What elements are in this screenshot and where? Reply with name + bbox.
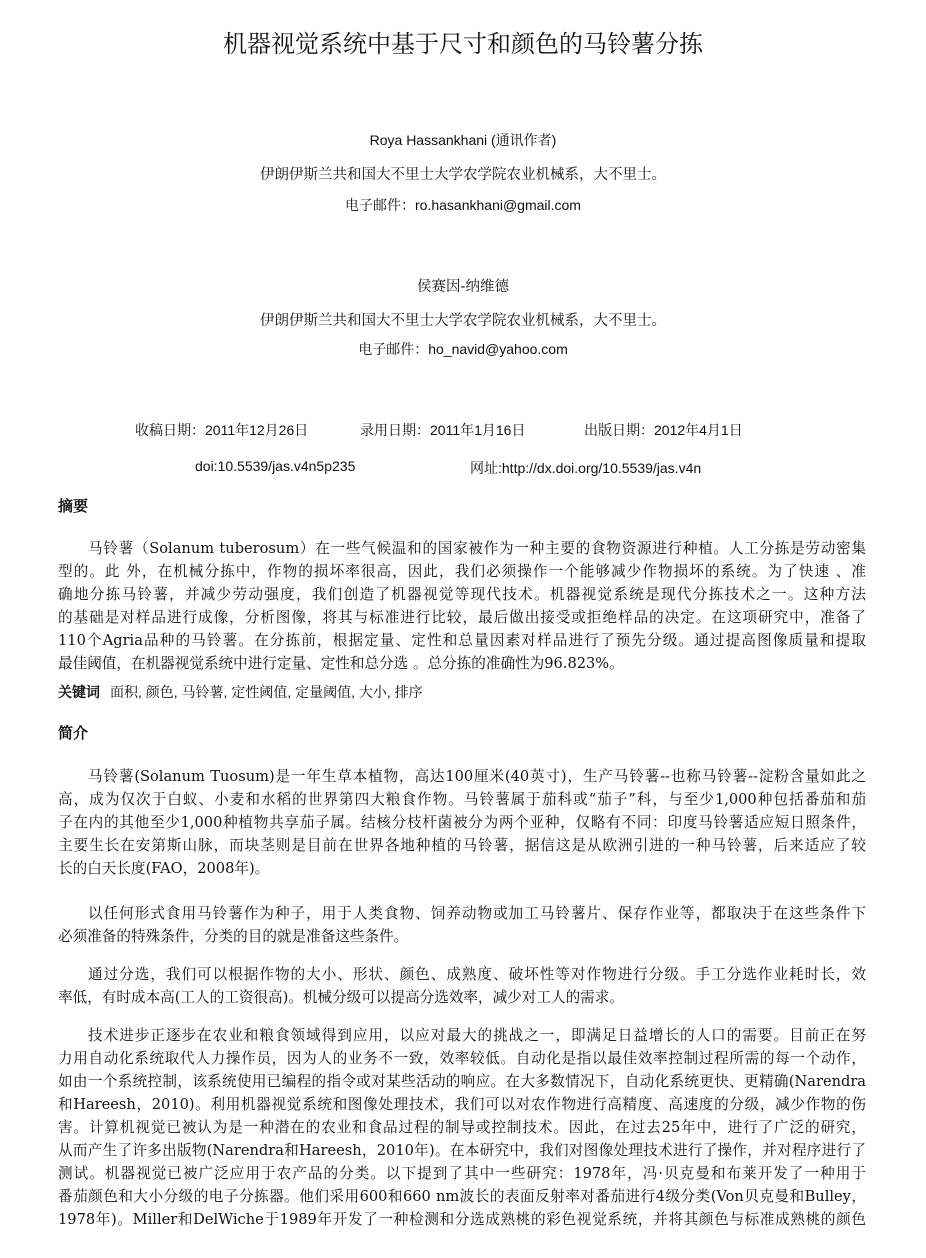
intro-paragraph — [58, 963, 866, 1009]
text-line: 型的。此 外，在机械分拣中，作物的损坏率很高，因此，我们必须操作一个能够减少作物损坏的系统。为了快速 、准 — [58, 563, 866, 580]
intro-heading: 简介 — [58, 725, 89, 742]
doi: doi:10.5539/jas.v4n5p235 — [195, 458, 356, 474]
text-line: 技术进步正逐步在农业和粮食领域得到应用，以应对最大的挑战之一，即满足日益增长的人口的需要。目前正在努 — [88, 1027, 866, 1044]
intro-paragraph — [58, 765, 866, 880]
author-1-affiliation: 伊朗伊斯兰共和国大不里士大学农学院农业机械系，大不里士。 — [260, 167, 666, 183]
accepted-date: 录用日期：2011年1月16日 — [360, 422, 526, 438]
keywords-list: 面积, 颜色, 马铃薯, 定性阈值, 定量阈值, 大小, 排序 — [110, 684, 423, 700]
text-line: 子在内的其他至少1,000种植物共享茄子属。结核分枝杆菌被分为两个亚种，仅略有不同：印度马铃薯适应短日照条件， — [58, 814, 866, 831]
author-1-email: 电子邮件：ro.hasankhani@gmail.com — [345, 197, 581, 213]
text-line: 确地分拣马铃薯，并减少劳动强度，我们创造了机器视觉等现代技术。机器视觉系统是现代分拣技术之一。这种方法 — [58, 586, 866, 603]
text-line: 从而产生了许多出版物(Narendra和Hareesh，2010年)。在本研究中，我们对图像处理技术进行了操作，并对程序进行了 — [58, 1142, 866, 1159]
text-line: 和Hareesh，2010)。利用机器视觉系统和图像处理技术，我们可以对农作物进行高精度、高速度的分级，减少作物的伤 — [58, 1096, 866, 1113]
intro-paragraph — [58, 1024, 866, 1231]
text-line: 率低，有时成本高(工人的工资很高)。机械分级可以提高分选效率，减少对工人的需求。 — [58, 989, 624, 1006]
author-2-email: 电子邮件：ho_navid@yahoo.com — [358, 341, 568, 357]
text-line: 测试。机器视觉已被广泛应用于农产品的分类。以下提到了其中一些研究：1978年，冯·贝克曼和布莱开发了一种用于 — [58, 1165, 866, 1182]
text-line: 马铃薯(Solanum Tuosum)是一年生草本植物，高达100厘米(40英寸)，生产马铃薯--也称马铃薯--淀粉含量如此之 — [88, 768, 866, 785]
text-line: 最佳阈值，在机器视觉系统中进行定量、定性和总分选 。总分拣的准确性为96.823%。 — [58, 655, 624, 672]
text-line: 的基础是对样品进行成像，分析图像，将其与标准进行比较，最后做出接受或拒绝样品的决定。在这项研究中，准备了 — [58, 609, 866, 626]
text-line: 110个Agria品种的马铃薯。在分拣前，根据定量、定性和总量因素对样品进行了预先分级。通过提高图像质量和提取 — [58, 632, 866, 649]
abstract-body — [58, 537, 866, 675]
published-date: 出版日期：2012年4月1日 — [584, 422, 743, 438]
text-line: 马铃薯（Solanum tuberosum）在一些气候温和的国家被作为一种主要的食物资源进行种植。人工分拣是劳动密集 — [88, 540, 866, 557]
keywords — [58, 682, 423, 702]
author-2-affiliation: 伊朗伊斯兰共和国大不里士大学农学院农业机械系，大不里士。 — [260, 313, 666, 329]
text-line: 害。计算机视觉已被认为是一种潜在的农业和食品过程的制导或控制技术。因此，在过去25年中，进行了广泛的研究， — [58, 1119, 866, 1136]
text-line: 高，成为仅次于白蚁、小麦和水稻的世界第四大粮食作物。马铃薯属于茄科或“茄子”科，与至少1,000种包括番茄和茄 — [58, 791, 866, 808]
author-1-name: Roya Hassankhani (通讯作者) — [369, 132, 557, 148]
text-line: 番茄颜色和大小分级的电子分拣器。他们采用600和660 nm波长的表面反射率对番茄进行4级分类(Von贝克曼和Bulley， — [58, 1188, 866, 1205]
text-line: 以任何形式食用马铃薯作为种子，用于人类食物、饲养动物或加工马铃薯片、保存作业等，都取决于在这些条件下 — [88, 905, 866, 922]
text-line: 通过分选，我们可以根据作物的大小、形状、颜色、成熟度、破坏性等对作物进行分级。手工分选作业耗时长，效 — [88, 966, 866, 983]
author-2-name: 侯赛因-纳维德 — [417, 279, 509, 295]
received-date: 收稿日期：2011年12月26日 — [135, 422, 309, 438]
text-line: 必须准备的特殊条件，分类的目的就是准备这些条件。 — [58, 928, 409, 945]
text-line: 主要生长在安第斯山脉，而块茎则是目前在世界各地种植的马铃薯，据信这是从欧洲引进的一种马铃薯，后来适应了较 — [58, 837, 866, 854]
article-url[interactable]: 网址:http://dx.doi.org/10.5539/jas.v4n — [470, 460, 702, 476]
text-line: 长的白天长度(FAO，2008年)。 — [58, 860, 270, 877]
text-line: 1978年)。Miller和DelWiche于1989年开发了一种检测和分选成熟桃的彩色视觉系统，并将其颜色与标准成熟桃的颜色 — [58, 1211, 866, 1228]
abstract-heading: 摘要 — [58, 498, 89, 515]
paper-title: 机器视觉系统中基于尺寸和颜色的马铃薯分拣 — [223, 30, 703, 58]
text-line: 如由一个系统控制，该系统使用已编程的指令或对某些活动的响应。在大多数情况下，自动化系统更快、更精确(Narendra — [58, 1073, 866, 1090]
keywords-heading: 关键词 — [58, 684, 100, 700]
text-line: 力用自动化系统取代人力操作员，因为人的业务不一致，效率较低。自动化是指以最佳效率控制过程所需的每一个动作， — [58, 1050, 866, 1067]
intro-paragraph — [58, 902, 866, 948]
